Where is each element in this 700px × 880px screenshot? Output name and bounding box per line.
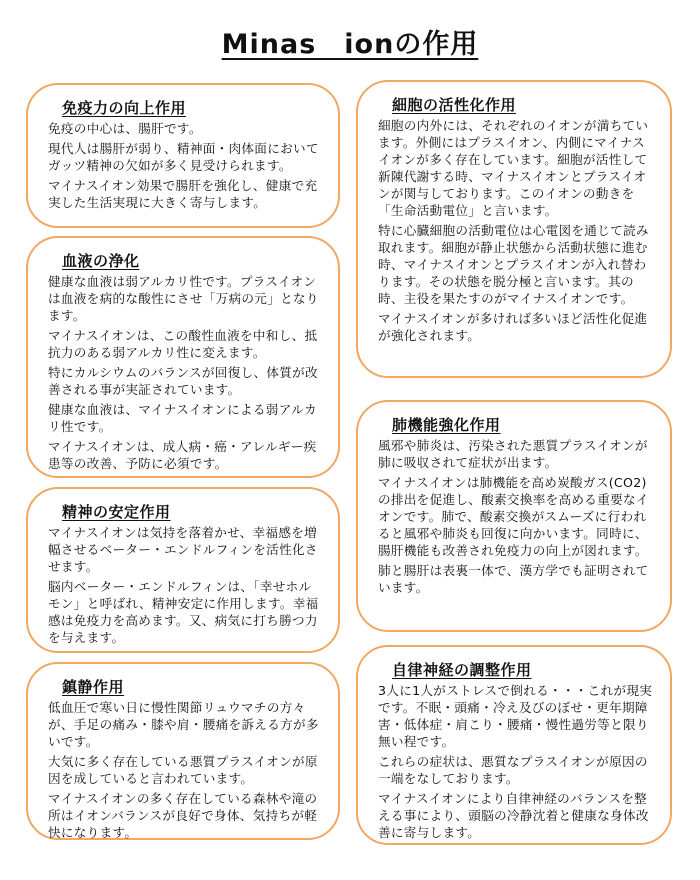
section-heading: 精神の安定作用: [62, 503, 171, 521]
section-text: 特にカルシウムのバランスが回復し、体質が改善される事が実証されています。: [48, 365, 318, 397]
section-text: これらの症状は、悪質なプラスイオンが原因の一端をなしております。: [378, 754, 648, 786]
section-text: 健康な血液は弱アルカリ性です。プラスイオンは血液を病的な酸性にさせ「万病の元」となります。: [48, 274, 319, 323]
section-text: 健康な血液は、マイナスイオンによる弱アルカリ性です。: [48, 402, 317, 434]
section-heading: 免疫力の向上作用: [62, 99, 187, 117]
section-text: マイナスイオンは気持を落着かせ、幸福感を増幅させるベーター・エンドルフィンを活性化させます。: [48, 525, 318, 574]
section-heading: 血液の浄化: [62, 252, 140, 270]
section-blood: [26, 236, 340, 478]
section-heading: 細胞の活性化作用: [392, 96, 517, 114]
page-title: Minas ionの作用: [221, 29, 479, 60]
section-text: 免疫の中心は、腸肝です。: [48, 121, 202, 136]
section-text: 風邪や肺炎は、汚染された悪質プラスイオンが肺に吸収されて症状が出ます。: [378, 438, 648, 470]
section-text: マイナスイオンは肺機能を高め炭酸ガス(CO2)の排出を促進し、酸素交換率を高める重要なイオンです。肺で、酸素交換がスムーズに行われると風邪や肺炎も回復に向かいます。同時に、腸肝機能も改善され免疫力の向上が図れます。: [378, 475, 649, 558]
section-text: マイナスイオンは、成人病・癌・アレルギー疾患等の改善、予防に必須です。: [48, 439, 317, 471]
section-text: 肺と腸肝は表裏一体で、漢方学でも証明されています。: [378, 563, 649, 595]
section-sedation: [26, 662, 340, 840]
section-heading: 鎮静作用: [62, 678, 125, 696]
section-text: 現代人は腸肝が弱り、精神面・肉体面において ガッツ精神の欠如が多く見受けられます。: [48, 141, 319, 173]
section-text: 3人に1人がストレスで倒れる・・・これが現実です。不眠・頭痛・冷え及びのぼせ・更年期障害・低体症・肩こり・腰痛・慢性過労等と限り無い程です。: [378, 683, 653, 749]
section-lung: [356, 400, 672, 632]
section-cell-activation: [356, 80, 672, 378]
section-text: マイナスイオンにより自律神経のバランスを整える事により、頭脳の冷静沈着と健康な身体改善に寄与します。: [378, 791, 649, 840]
section-autonomic: [356, 645, 672, 845]
section-heading: 肺機能強化作用: [392, 416, 501, 434]
section-immunity: [26, 83, 340, 228]
section-text: マイナスイオン効果で腸肝を強化し、健康で充実した生活実現に大きく寄与します。: [48, 178, 318, 210]
section-heading: 自律神経の調整作用: [392, 661, 532, 679]
section-text: 低血圧で寒い日に慢性関節リュウマチの方々が、手足の痛み・膝や肩・腰痛を訴える方が多いです。: [48, 700, 319, 749]
section-text: マイナスイオンの多く存在している森林や滝の所はイオンバランスが良好で身体、気持ちが軽快になります。: [48, 791, 318, 840]
section-text: 細胞の内外には、それぞれのイオンが満ちています。外側にはプラスイオン、内側にマイナスイオンが多く存在しています。細胞が活性して新陳代謝する時、マイナスイオンとプラスイオンが関与しております。このイオンの動きを「生命活動電位」と言います。: [378, 118, 649, 218]
section-text: 特に心臓細胞の活動電位は心電図を通じて読み取れます。細胞が静止状態から活動状態に進む時、マイナスイオンとプラスイオンが入れ替わります。その状態を脱分極と言います。其の時、主役を果たすのがマイナスイオンです。: [378, 223, 649, 306]
section-text: マイナスイオンが多ければ多いほど活性化促進が強化されます。: [378, 311, 648, 343]
section-text: 大気に多く存在している悪質プラスイオンが原因を成していると言われています。: [48, 754, 318, 786]
section-text: マイナスイオンは、この酸性血液を中和し、抵抗力のある弱アルカリ性に変えます。: [48, 328, 318, 360]
section-mental: [26, 487, 340, 653]
section-text: 脳内ベーター・エンドルフィンは、「幸せホルモン」と呼ばれ、精神安定に作用します。幸福感は免疫力を高めます。又、病気に打ち勝つ力を与えます。: [48, 579, 319, 645]
